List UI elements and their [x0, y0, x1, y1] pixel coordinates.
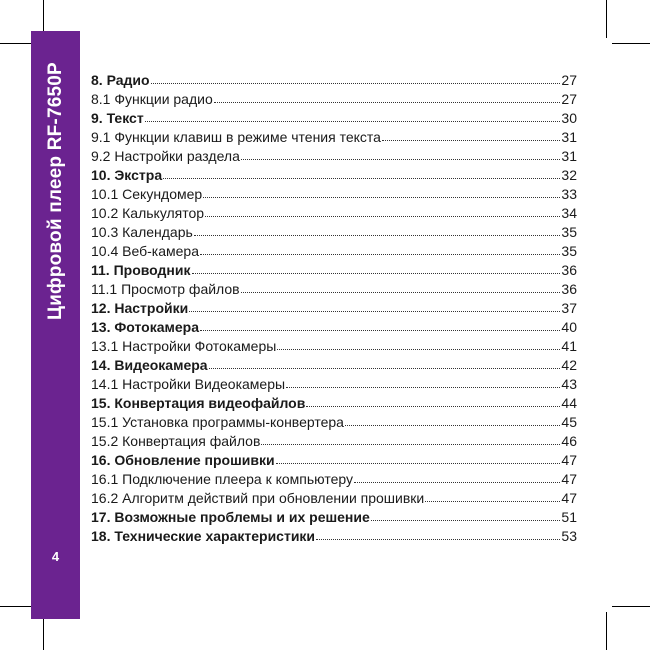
dot-leader: [205, 204, 560, 217]
toc-entry: [91, 261, 577, 280]
toc-entry-label: 13.1 Настройки Фотокамеры: [91, 338, 277, 354]
toc-entry-label: 15. Конвертация видеофайлов: [91, 395, 306, 411]
toc-entry-label: 10.2 Калькулятор: [91, 205, 205, 221]
toc-entry-page: 31: [561, 129, 577, 145]
toc-entry: [91, 470, 577, 489]
toc-entry-label: 9.1 Функции клавиш в режиме чтения текста: [91, 129, 381, 145]
toc-entry-page: 44: [561, 395, 577, 411]
dot-leader: [200, 318, 560, 331]
toc-entry: [91, 185, 577, 204]
table-of-contents: [91, 71, 577, 546]
toc-entry-page: 37: [561, 300, 577, 316]
toc-entry: [91, 356, 577, 375]
toc-entry: [91, 318, 577, 337]
crop-mark: [612, 606, 650, 607]
crop-mark: [606, 0, 607, 38]
toc-entry: [91, 71, 577, 90]
toc-entry-label: 10.1 Секундомер: [91, 186, 203, 202]
toc-entry-page: 45: [561, 414, 577, 430]
toc-entry-label: 9.2 Настройки раздела: [91, 148, 240, 164]
toc-entry-page: 47: [561, 452, 577, 468]
dot-leader: [276, 451, 561, 464]
toc-entry-page: 53: [561, 528, 577, 544]
toc-entry-label: 10. Экстра: [91, 167, 163, 183]
toc-entry: [91, 242, 577, 261]
toc-entry-page: 42: [561, 357, 577, 373]
dot-leader: [145, 109, 561, 122]
dot-leader: [316, 527, 560, 540]
toc-entry: [91, 451, 577, 470]
toc-entry-label: 15.1 Установка программы-конвертера: [91, 414, 344, 430]
toc-entry-label: 13. Фотокамера: [91, 319, 200, 335]
dot-leader: [194, 223, 561, 236]
toc-entry-page: 47: [561, 490, 577, 506]
dot-leader: [382, 128, 560, 141]
toc-entry: [91, 147, 577, 166]
dot-leader: [261, 432, 560, 445]
toc-entry: [91, 90, 577, 109]
dot-leader: [151, 71, 561, 84]
toc-entry: [91, 109, 577, 128]
toc-entry: [91, 337, 577, 356]
toc-entry-label: 8. Радио: [91, 72, 150, 88]
product-title: Цифровой плеер RF-7650P: [45, 62, 66, 320]
dot-leader: [354, 470, 560, 483]
toc-entry-label: 16. Обновление прошивки: [91, 452, 275, 468]
dot-leader: [241, 280, 561, 293]
toc-entry-label: 8.1 Функции радио: [91, 91, 213, 107]
toc-entry-page: 32: [561, 167, 577, 183]
toc-entry: [91, 432, 577, 451]
toc-entry-page: 51: [561, 509, 577, 525]
page-number: 4: [51, 549, 60, 564]
toc-entry-label: 16.1 Подключение плеера к компьютеру: [91, 471, 354, 487]
toc-entry-page: 47: [561, 471, 577, 487]
toc-entry-label: 18. Технические характеристики: [91, 528, 316, 544]
toc-entry-page: 36: [561, 281, 577, 297]
toc-entry: [91, 375, 577, 394]
toc-entry-page: 43: [561, 376, 577, 392]
toc-entry: [91, 128, 577, 147]
toc-entry-label: 12. Настройки: [91, 300, 189, 316]
toc-entry-page: 35: [561, 224, 577, 240]
toc-entry-label: 16.2 Алгоритм действий при обновлении прошивки: [91, 490, 425, 506]
toc-entry: [91, 280, 577, 299]
toc-entry: [91, 394, 577, 413]
dot-leader: [214, 90, 561, 103]
toc-entry-page: 36: [561, 262, 577, 278]
toc-entry-label: 15.2 Конвертация файлов: [91, 433, 261, 449]
toc-entry-label: 11. Проводник: [91, 262, 191, 278]
toc-entry-label: 14.1 Настройки Видеокамеры: [91, 376, 286, 392]
toc-entry-page: 33: [561, 186, 577, 202]
toc-entry-label: 9. Текст: [91, 110, 144, 126]
toc-entry: [91, 299, 577, 318]
toc-entry-page: 30: [561, 110, 577, 126]
toc-entry-label: 10.4 Веб-камера: [91, 243, 199, 259]
toc-entry-page: 27: [561, 91, 577, 107]
dot-leader: [163, 166, 560, 179]
toc-entry-label: 14. Видеокамера: [91, 357, 208, 373]
toc-entry-label: 11.1 Просмотр файлов: [91, 281, 240, 297]
dot-leader: [203, 185, 560, 198]
dot-leader: [371, 508, 561, 521]
dot-leader: [306, 394, 560, 407]
crop-mark: [606, 612, 607, 650]
toc-entry-page: 35: [561, 243, 577, 259]
toc-entry: [91, 489, 577, 508]
toc-entry: [91, 508, 577, 527]
dot-leader: [200, 242, 560, 255]
dot-leader: [345, 413, 560, 426]
dot-leader: [241, 147, 561, 160]
dot-leader: [277, 337, 560, 350]
toc-entry-page: 27: [561, 72, 577, 88]
toc-entry: [91, 527, 577, 546]
toc-entry-page: 34: [561, 205, 577, 221]
dot-leader: [189, 299, 560, 312]
toc-entry-label: 17. Возможные проблемы и их решение: [91, 509, 370, 525]
dot-leader: [209, 356, 561, 369]
crop-mark: [612, 43, 650, 44]
toc-entry: [91, 166, 577, 185]
toc-entry-page: 46: [561, 433, 577, 449]
toc-entry: [91, 204, 577, 223]
toc-entry-page: 41: [561, 338, 577, 354]
toc-entry: [91, 223, 577, 242]
toc-entry-label: 10.3 Календарь: [91, 224, 193, 240]
dot-leader: [425, 489, 560, 502]
dot-leader: [286, 375, 560, 388]
toc-entry-page: 31: [561, 148, 577, 164]
dot-leader: [192, 261, 561, 274]
toc-entry: [91, 413, 577, 432]
toc-entry-page: 40: [561, 319, 577, 335]
